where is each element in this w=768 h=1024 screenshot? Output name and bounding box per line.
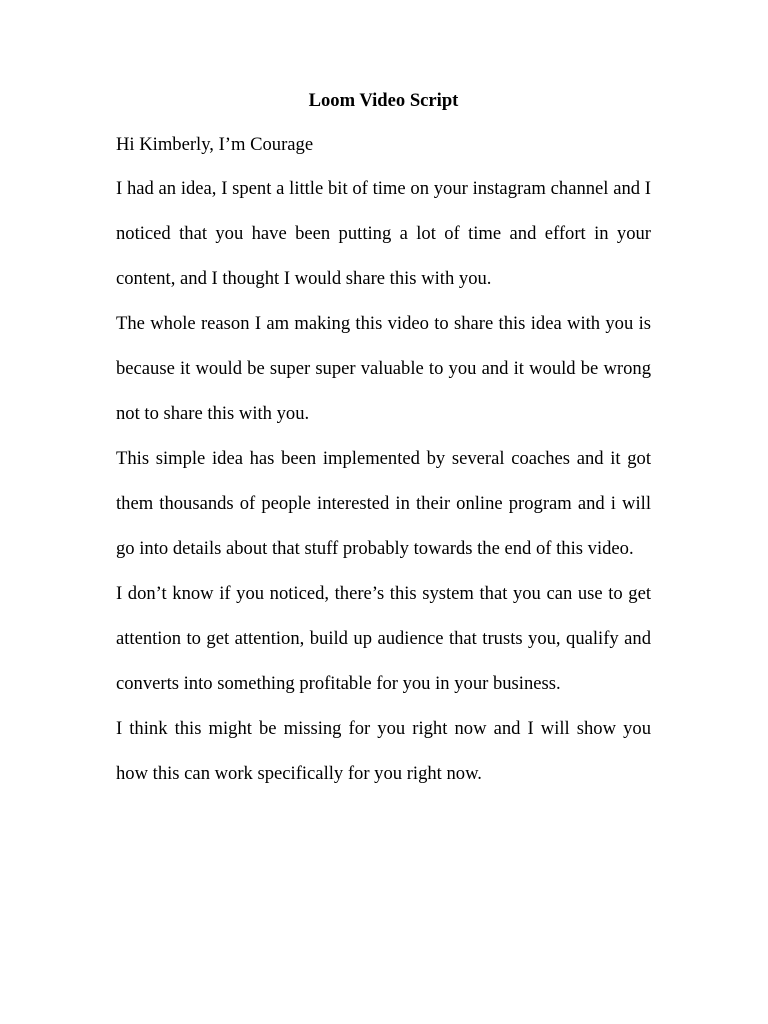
paragraph-1: I had an idea, I spent a little bit of time on your instagram channel and I noticed that you have been putting a lot of time and effort in your content, and I thought I would share this with you. bbox=[116, 178, 651, 289]
paragraph-4: I don’t know if you noticed, there’s this system that you can use to get attention to get attention, build up audience that trusts you, qualify and converts into something profitable for you in your business. bbox=[116, 583, 651, 694]
paragraph-5: I think this might be missing for you right now and I will show you how this can work specifically for you right now. bbox=[116, 718, 651, 784]
document-title: Loom Video Script bbox=[308, 90, 459, 111]
greeting-line: Hi Kimberly, I’m Courage bbox=[116, 134, 314, 155]
paragraph-3: This simple idea has been implemented by several coaches and it got them thousands of people interested in their online program and i will go into details about that stuff probably towards the end of this video. bbox=[116, 448, 651, 559]
paragraph-2: The whole reason I am making this video to share this idea with you is because it would be super super valuable to you and it would be wrong not to share this with you. bbox=[116, 313, 651, 424]
document-body bbox=[116, 86, 651, 796]
